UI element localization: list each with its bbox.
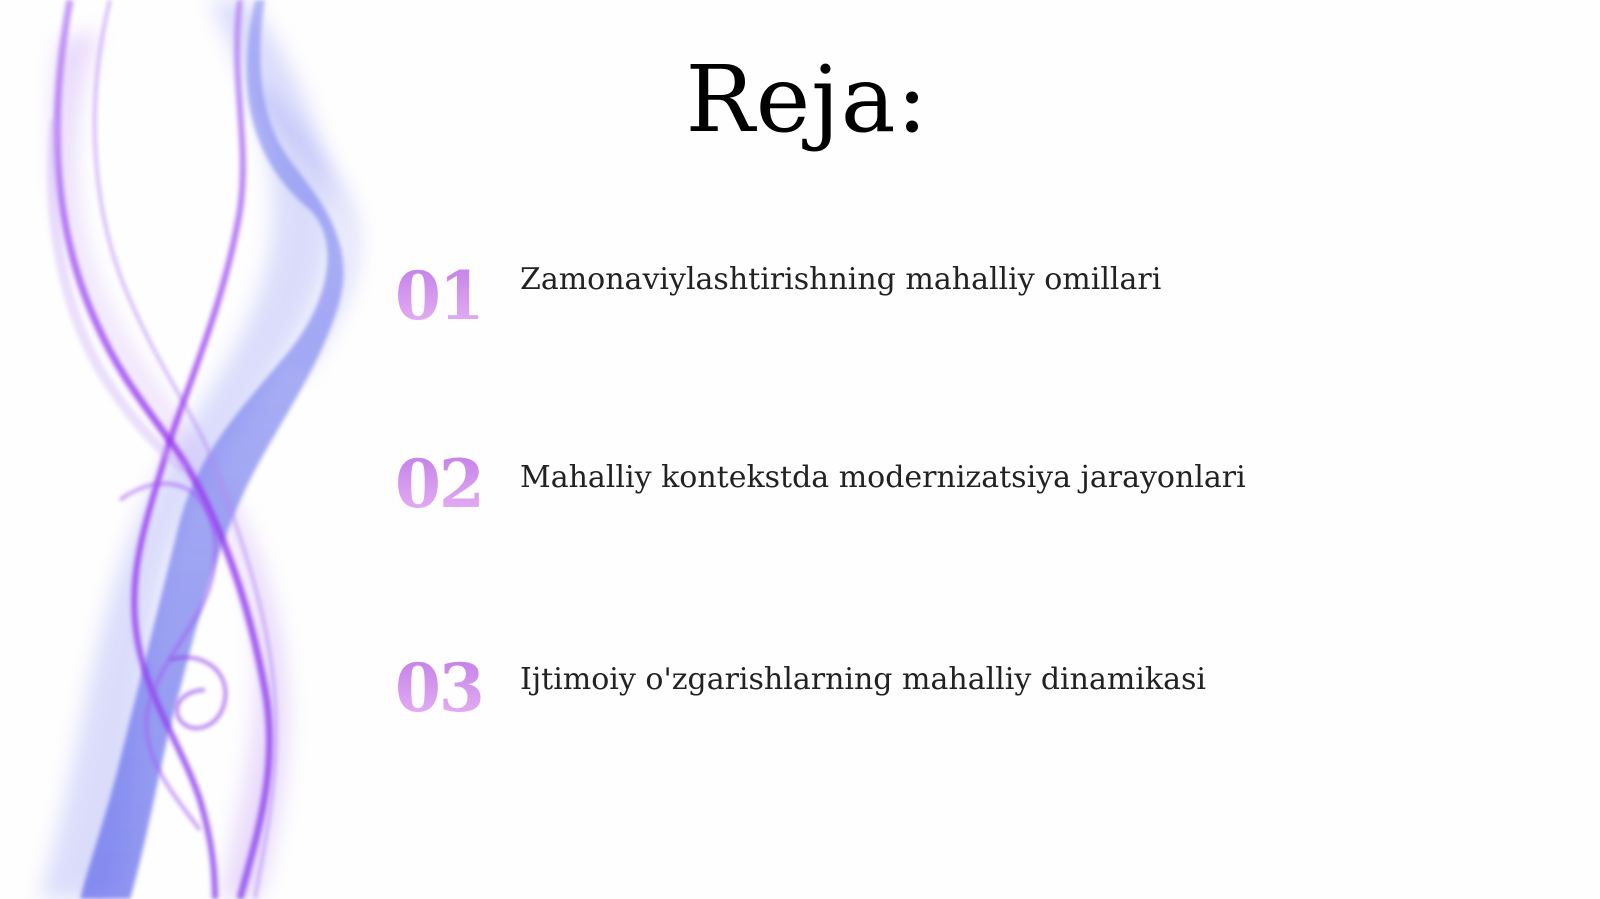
- plan-item-1: [395, 256, 1495, 336]
- slide-title: Reja:: [685, 46, 929, 153]
- item-number: 01: [395, 257, 483, 335]
- plan-item-2: [395, 444, 1495, 524]
- item-text: Mahalliy kontekstda modernizatsiya jarayonlari: [520, 460, 1246, 495]
- item-text: Ijtimoiy o'zgarishlarning mahalliy dinamikasi: [520, 662, 1206, 697]
- item-text: Zamonaviylashtirishning mahalliy omillari: [520, 262, 1162, 297]
- item-number: 03: [395, 649, 483, 727]
- plan-item-3: [395, 648, 1495, 728]
- item-number: 02: [395, 445, 483, 523]
